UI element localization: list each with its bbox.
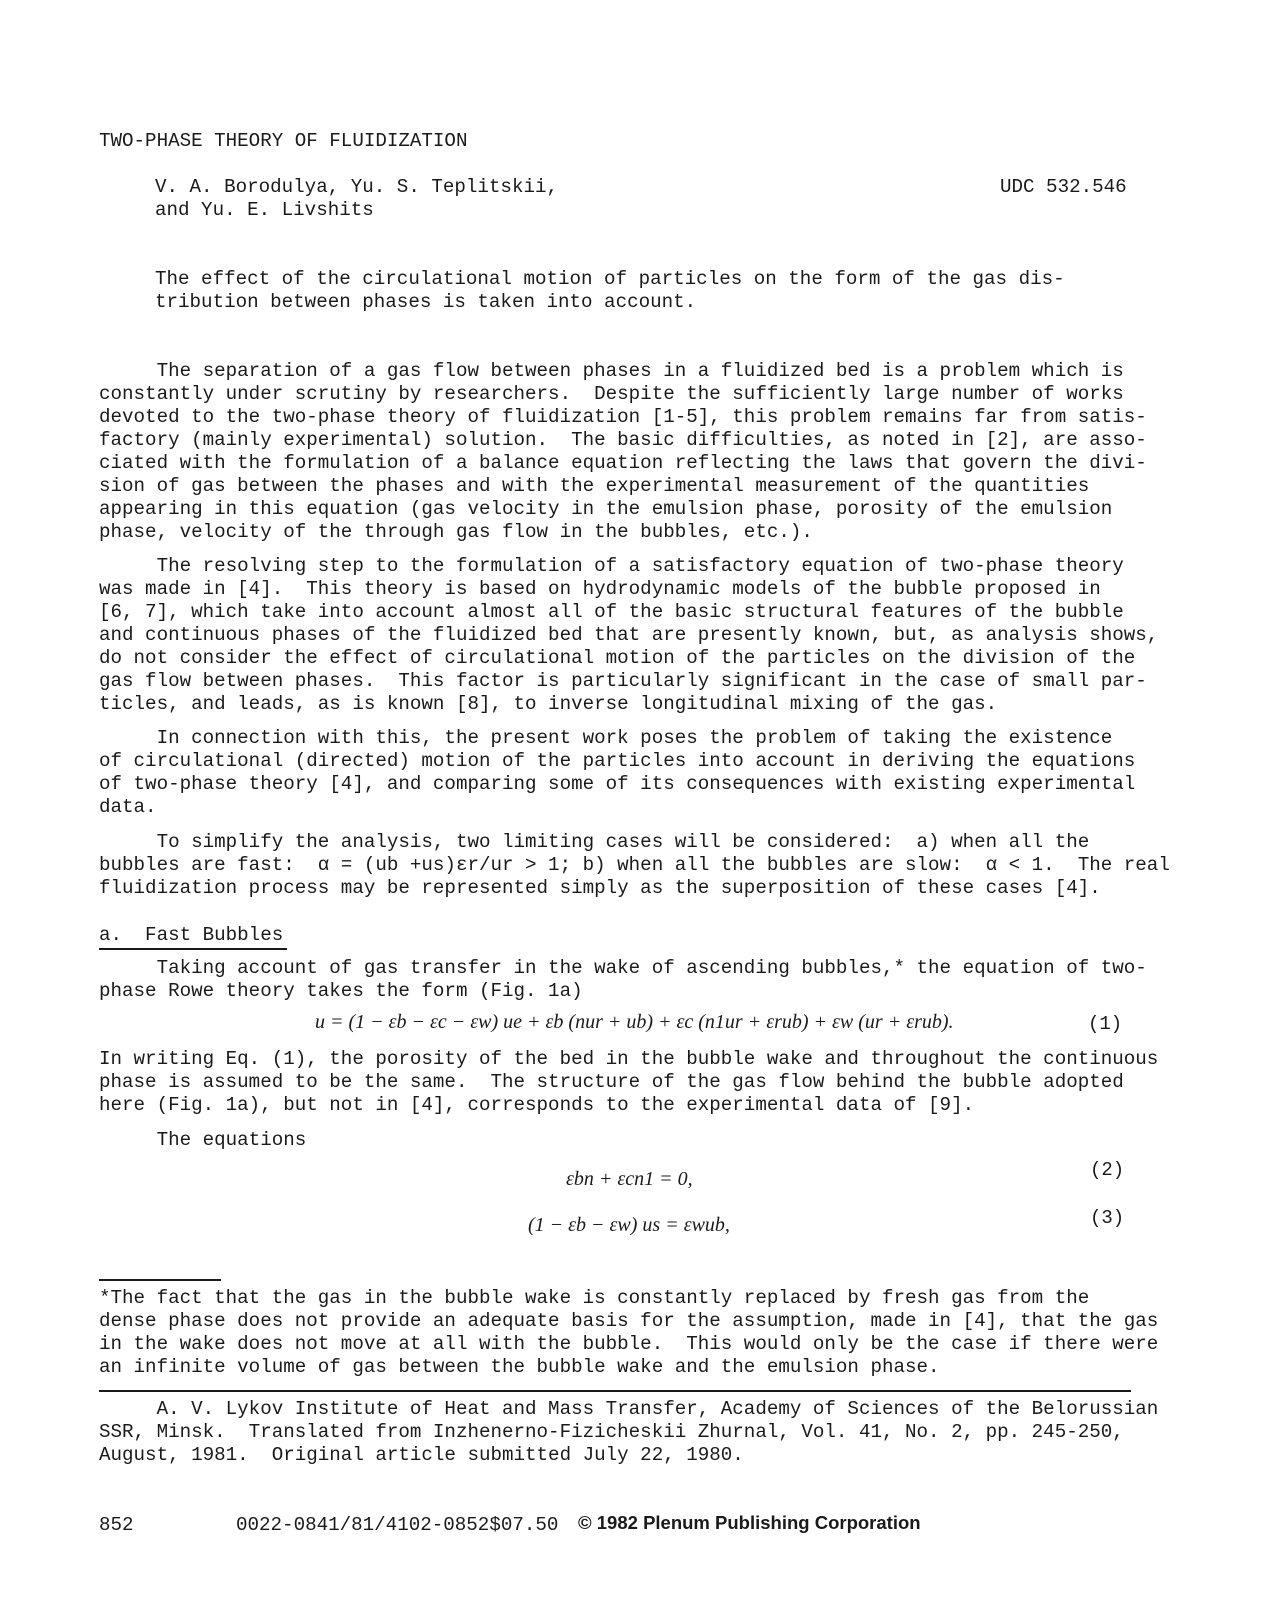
text-line: In connection with this, the present work poses the problem of taking the existence — [99, 727, 1113, 749]
equation-2: εbn + εcn1 = 0, — [566, 1168, 693, 1190]
text-line: A. V. Lykov Institute of Heat and Mass Transfer, Academy of Sciences of the Belorussian — [99, 1398, 1159, 1420]
footnote-separator — [99, 1279, 221, 1281]
paper-title: TWO-PHASE THEORY OF FLUIDIZATION — [99, 130, 468, 152]
text-line: dense phase does not provide an adequate basis for the assumption, made in [4], that the gas — [99, 1310, 1159, 1332]
text-line: In writing Eq. (1), the porosity of the bed in the bubble wake and throughout the continuous — [99, 1048, 1159, 1070]
article-code: 0022-0841/81/4102-0852$07.50 — [236, 1514, 559, 1536]
text-line: fluidization process may be represented simply as the superposition of these cases [4]. — [99, 877, 1101, 899]
text-line: of two-phase theory [4], and comparing some of its consequences with existing experimental — [99, 773, 1136, 795]
text-line: phase Rowe theory takes the form (Fig. 1a) — [99, 980, 583, 1002]
text-line: The separation of a gas flow between phases in a fluidized bed is a problem which is — [99, 360, 1124, 382]
section-heading-underline — [99, 948, 287, 950]
text-line: constantly under scrutiny by researchers. Despite the sufficiently large number of works — [99, 383, 1124, 405]
equation-2-number: (2) — [1090, 1159, 1125, 1181]
text-line: phase is assumed to be the same. The structure of the gas flow behind the bubble adopted — [99, 1071, 1124, 1093]
text-line: sion of gas between the phases and with the experimental measurement of the quantities — [99, 475, 1090, 497]
abstract-line: The effect of the circulational motion of particles on the form of the gas dis- — [155, 268, 1065, 290]
text-line: and continuous phases of the fluidized bed that are presently known, but, as analysis shows, — [99, 624, 1159, 646]
authors-line-2: and Yu. E. Livshits — [155, 199, 374, 221]
page-number: 852 — [99, 1514, 134, 1536]
text-line: appearing in this equation (gas velocity in the emulsion phase, porosity of the emulsion — [99, 498, 1113, 520]
equation-1-number: (1) — [1088, 1013, 1123, 1035]
text-line: factory (mainly experimental) solution. The basic difficulties, as noted in [2], are asso- — [99, 429, 1147, 451]
text-line: *The fact that the gas in the bubble wake is constantly replaced by fresh gas from the — [99, 1287, 1090, 1309]
authors-line-1: V. A. Borodulya, Yu. S. Teplitskii, — [155, 176, 559, 198]
text-line: Taking account of gas transfer in the wake of ascending bubbles,* the equation of two- — [99, 957, 1147, 979]
text-line: ticles, and leads, as is known [8], to inverse longitudinal mixing of the gas. — [99, 693, 998, 715]
text-line: The resolving step to the formulation of a satisfactory equation of two-phase theory — [99, 555, 1124, 577]
udc-code: UDC 532.546 — [1000, 176, 1127, 198]
equation-3: (1 − εb − εw) us = εwub, — [528, 1214, 730, 1236]
text-line: SSR, Minsk. Translated from Inzhenerno-Fizicheskii Zhurnal, Vol. 41, No. 2, pp. 245-250, — [99, 1421, 1124, 1443]
text-line: phase, velocity of the through gas flow in the bubbles, etc.). — [99, 521, 813, 543]
text-line: here (Fig. 1a), but not in [4], corresponds to the experimental data of [9]. — [99, 1094, 975, 1116]
section-heading-fast-bubbles: a. Fast Bubbles — [99, 924, 284, 946]
text-line: an infinite volume of gas between the bubble wake and the emulsion phase. — [99, 1356, 940, 1378]
text-line: data. — [99, 796, 157, 818]
text-the-equations: The equations — [99, 1129, 307, 1151]
text-line: devoted to the two-phase theory of fluidization [1-5], this problem remains far from satis- — [99, 406, 1147, 428]
text-line: do not consider the effect of circulational motion of the particles on the division of the — [99, 647, 1136, 669]
equation-3-number: (3) — [1090, 1207, 1125, 1229]
text-line: bubbles are fast: α = (ub +us)εr/ur > 1; b) when all the bubbles are slow: α < 1. The real — [99, 854, 1170, 876]
text-line: was made in [4]. This theory is based on hydrodynamic models of the bubble proposed in — [99, 578, 1101, 600]
equation-1: u = (1 − εb − εc − εw) ue + εb (nur + ub) + εc (n1ur + εrub) + εw (ur + εrub). — [315, 1011, 954, 1033]
text-line: [6, 7], which take into account almost all of the basic structural features of the bubble — [99, 601, 1124, 623]
abstract-line: tribution between phases is taken into account. — [155, 291, 697, 313]
copyright: © 1982 Plenum Publishing Corporation — [578, 1512, 921, 1533]
text-line: of circulational (directed) motion of the particles into account in deriving the equations — [99, 750, 1136, 772]
affiliation-separator — [99, 1390, 1131, 1392]
text-line: ciated with the formulation of a balance equation reflecting the laws that govern the divi- — [99, 452, 1147, 474]
text-line: in the wake does not move at all with the bubble. This would only be the case if there were — [99, 1333, 1159, 1355]
text-line: To simplify the analysis, two limiting cases will be considered: a) when all the — [99, 831, 1090, 853]
text-line: August, 1981. Original article submitted July 22, 1980. — [99, 1444, 744, 1466]
text-line: gas flow between phases. This factor is particularly significant in the case of small par- — [99, 670, 1147, 692]
